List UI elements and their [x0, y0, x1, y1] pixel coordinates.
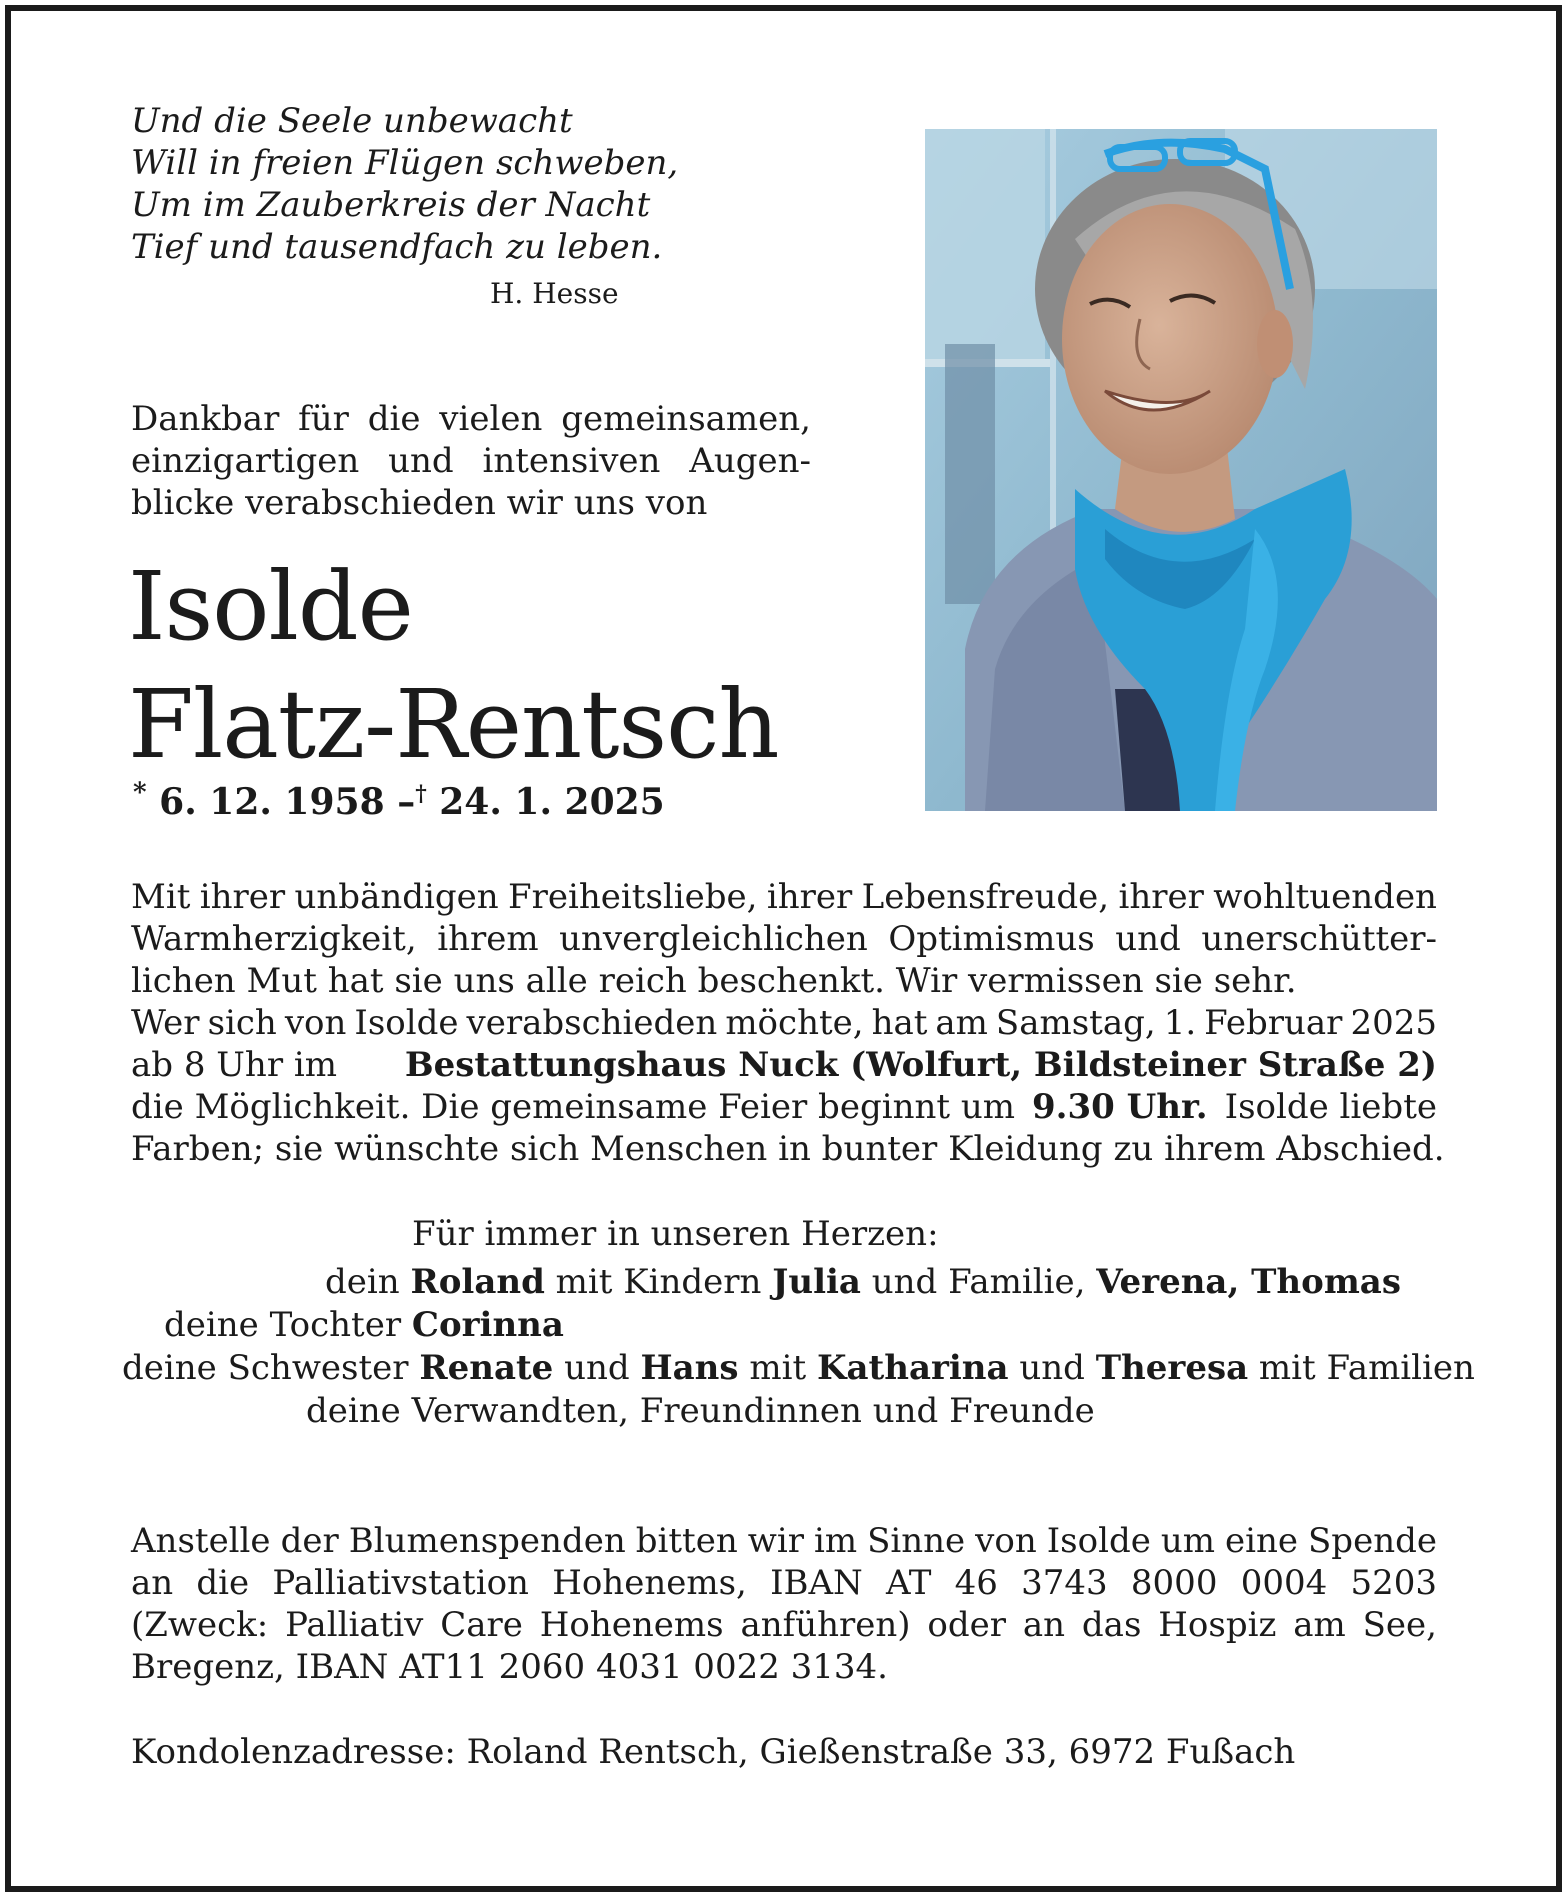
word: 3743: [1021, 1563, 1108, 1603]
word: an: [131, 1563, 174, 1603]
word: an: [1022, 1605, 1066, 1645]
intro-text: [131, 398, 811, 524]
word: am: [1293, 1605, 1346, 1645]
word: um: [1160, 1521, 1215, 1561]
word: die: [196, 1563, 250, 1603]
word: Freiheitsliebe,: [508, 877, 758, 917]
mourner-text: deine Schwester: [122, 1348, 420, 1388]
tribute-text: [131, 876, 1445, 1170]
word: im: [813, 1521, 858, 1561]
tribute-line: [131, 918, 1437, 960]
word: am: [935, 1003, 988, 1043]
poem: [131, 100, 678, 268]
mourner-name: Renate: [419, 1348, 554, 1388]
word: der: [280, 1521, 339, 1561]
intro-word: Dankbar: [131, 399, 280, 439]
word: ihrer: [766, 877, 853, 917]
mourner-row: [325, 1262, 1401, 1302]
word: ihrer: [1118, 877, 1204, 917]
poem-line: Um im Zauberkreis der Nacht: [131, 185, 651, 225]
word: 1.: [1163, 1003, 1197, 1043]
word: Februar: [1204, 1003, 1343, 1043]
mourner-row: deine Verwandten, Freundinnen und Freunde: [306, 1391, 1095, 1431]
word: wir: [747, 1521, 804, 1561]
word: Hohenems: [539, 1605, 724, 1645]
intro-word: intensiven: [482, 441, 661, 481]
condolence-address: Kondolenzadresse: Roland Rentsch, Gießenstraße 33, 6972 Fußach: [131, 1732, 1296, 1772]
word: 2025: [1350, 1003, 1437, 1043]
word: Hohenems,: [552, 1563, 747, 1603]
ceremony-time: 9.30 Uhr.: [1031, 1087, 1208, 1127]
mourner-row: [122, 1348, 1475, 1388]
mourner-name: Katharina: [816, 1348, 1009, 1388]
word: 8000: [1130, 1563, 1218, 1603]
tribute-line: [131, 1002, 1437, 1044]
intro-word: für: [298, 399, 349, 439]
word: 0004: [1240, 1563, 1328, 1603]
word: hat: [871, 1003, 928, 1043]
mourner-name: Julia: [772, 1262, 861, 1302]
donation-line: Bregenz, IBAN AT11 2060 4031 0022 3134.: [131, 1647, 888, 1687]
funeral-home: Bestattungshaus Nuck (Wolfurt, Bildsteiner Straße 2): [404, 1045, 1437, 1085]
mourner-text: und Familie,: [860, 1262, 1097, 1302]
word: verabschieden: [466, 1003, 718, 1043]
word: und: [1115, 919, 1181, 959]
word: ihrer: [199, 877, 286, 917]
poem-line: Will in freien Flügen schweben,: [131, 143, 679, 183]
tribute-line: [131, 1086, 1437, 1128]
word: unbändigen: [294, 877, 499, 917]
intro-word: gemeinsamen,: [561, 399, 811, 439]
portrait-image: [925, 129, 1437, 811]
intro-word: die: [367, 399, 421, 439]
word: Blumenspenden: [348, 1521, 626, 1561]
word: Spende: [1308, 1521, 1437, 1561]
word: Palliativ: [285, 1605, 424, 1645]
word: möchte,: [725, 1003, 864, 1043]
word: IBAN: [770, 1563, 863, 1603]
mourner-text: deine Tochter: [164, 1305, 412, 1345]
intro-word: Augen-: [689, 441, 811, 481]
word: Samstag,: [995, 1003, 1156, 1043]
word: das: [1081, 1605, 1142, 1645]
word: AT: [886, 1563, 932, 1603]
word: unvergleichlichen: [559, 919, 868, 959]
ceremony-text: Isolde liebte: [1224, 1087, 1437, 1127]
intro-line: [131, 398, 811, 440]
mourner-text: mit Familien: [1248, 1348, 1475, 1388]
word: Mit: [131, 877, 191, 917]
intro-word: vielen: [439, 399, 543, 439]
donation-text: [131, 1520, 1437, 1688]
mourner-text: mit: [738, 1348, 817, 1388]
word: Wer: [131, 1003, 200, 1043]
mourner-text: und: [1008, 1348, 1096, 1388]
intro-line: blicke verabschieden wir uns von: [131, 483, 708, 523]
farewell-time: ab 8 Uhr im: [131, 1045, 338, 1085]
word: unerschütter-: [1201, 919, 1437, 959]
last-name: Flatz-Rentsch: [128, 670, 779, 780]
mourner-name: Theresa: [1095, 1348, 1249, 1388]
date-dash: –: [397, 781, 416, 823]
poem-author: H. Hesse: [490, 277, 619, 310]
donation-line: [131, 1562, 1437, 1604]
mourner-text: und: [553, 1348, 641, 1388]
word: eine: [1225, 1521, 1299, 1561]
mourner-name: Corinna: [411, 1305, 564, 1345]
word: Hospiz: [1158, 1605, 1277, 1645]
word: Palliativstation: [272, 1563, 529, 1603]
word: Sinne: [867, 1521, 966, 1561]
mourner-row: [164, 1305, 564, 1345]
mourner-text: mit Kindern: [544, 1262, 773, 1302]
death-symbol: †: [415, 781, 427, 807]
mourner-name: Hans: [640, 1348, 739, 1388]
first-name: Isolde: [128, 552, 413, 662]
word: Isolde: [1046, 1521, 1151, 1561]
mourner-name: Roland: [410, 1262, 545, 1302]
poem-line: Tief und tausendfach zu leben.: [131, 227, 663, 267]
word: Warmherzigkeit,: [131, 919, 417, 959]
word: Lebensfreude,: [861, 877, 1110, 917]
tribute-line: [131, 876, 1437, 918]
tribute-line: Farben; sie wünschte sich Menschen in bunter Kleidung zu ihrem Abschied.: [131, 1129, 1445, 1169]
intro-line: [131, 440, 811, 482]
word: wohltuenden: [1213, 877, 1437, 917]
word: 5203: [1350, 1563, 1437, 1603]
intro-word: einzigartigen: [131, 441, 360, 481]
birth-date: 6. 12. 1958: [159, 781, 385, 823]
donation-line: [131, 1520, 1437, 1562]
death-date: 24. 1. 2025: [439, 781, 665, 823]
tribute-line: [131, 1044, 1437, 1086]
word: Anstelle: [131, 1521, 271, 1561]
word: oder: [927, 1605, 1007, 1645]
word: ihrem: [437, 919, 539, 959]
word: Optimismus: [888, 919, 1095, 959]
mourner-text: dein: [325, 1262, 411, 1302]
deceased-name: [128, 548, 779, 784]
word: See,: [1362, 1605, 1437, 1645]
portrait-photo: [925, 129, 1437, 811]
poem-line: Und die Seele unbewacht: [131, 101, 573, 141]
word: sich: [207, 1003, 277, 1043]
tribute-line: lichen Mut hat sie uns alle reich beschenkt. Wir vermissen sie sehr.: [131, 961, 1297, 1001]
word: von: [975, 1521, 1037, 1561]
word: 46: [954, 1563, 998, 1603]
life-dates: [133, 778, 665, 823]
word: anführen): [740, 1605, 911, 1645]
mourners-heading: Für immer in unseren Herzen:: [412, 1214, 939, 1254]
word: von: [284, 1003, 347, 1043]
word: Isolde: [354, 1003, 459, 1043]
donation-line: [131, 1604, 1437, 1646]
word: (Zweck:: [131, 1605, 269, 1645]
birth-symbol: *: [133, 778, 147, 808]
word: bitten: [635, 1521, 738, 1561]
ceremony-text: die Möglichkeit. Die gemeinsame Feier beginnt um: [131, 1087, 1015, 1127]
word: Care: [440, 1605, 523, 1645]
mourner-name: Verena, Thomas: [1096, 1262, 1401, 1302]
intro-word: und: [388, 441, 454, 481]
